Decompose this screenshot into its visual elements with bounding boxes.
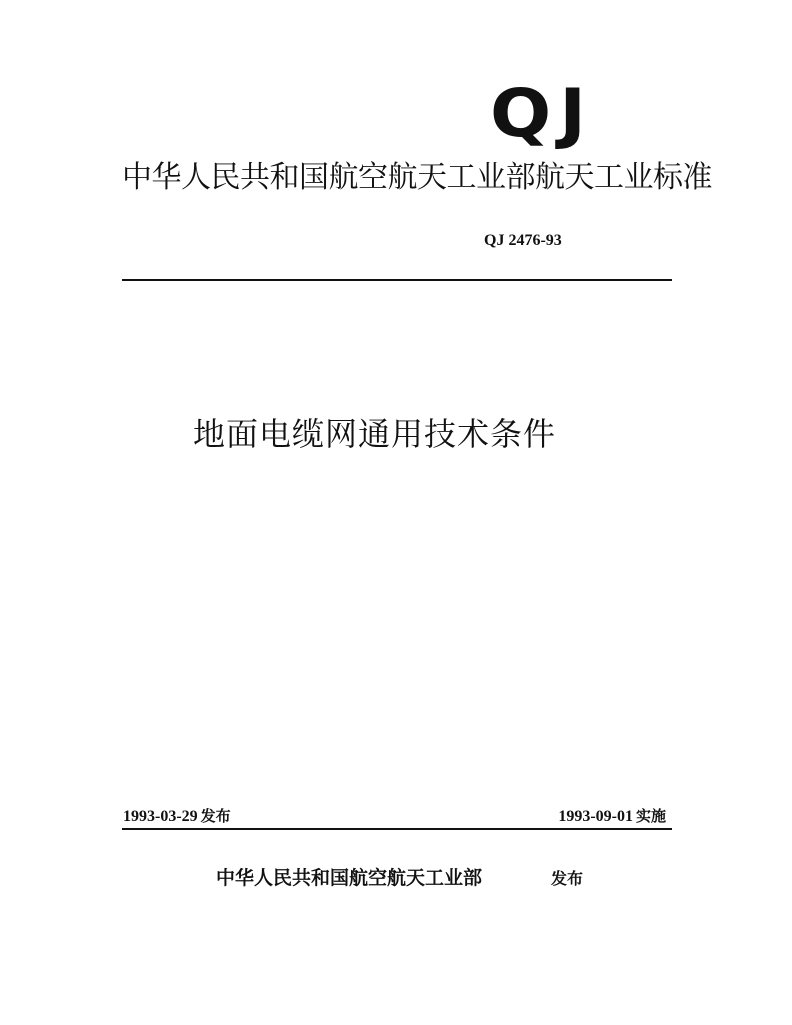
document-title: 地面电缆网通用技术条件 <box>193 415 557 453</box>
publish-label: 发布 <box>551 869 584 888</box>
issue-date: 1993-03-29 <box>123 808 198 825</box>
effective-date-line <box>558 806 666 827</box>
issue-date-line <box>123 806 231 827</box>
effective-label: 实施 <box>635 807 666 825</box>
standard-number: QJ 2476-93 <box>484 232 562 249</box>
issue-label: 发布 <box>200 807 231 825</box>
top-divider <box>122 279 672 281</box>
bottom-divider <box>122 828 672 830</box>
qj-logo: QJ <box>490 74 594 152</box>
issuing-authority-heading: 中华人民共和国航空航天工业部航天工业标准 <box>122 160 712 195</box>
effective-date: 1993-09-01 <box>558 808 633 825</box>
publisher-name: 中华人民共和国航空航天工业部 <box>216 867 483 889</box>
